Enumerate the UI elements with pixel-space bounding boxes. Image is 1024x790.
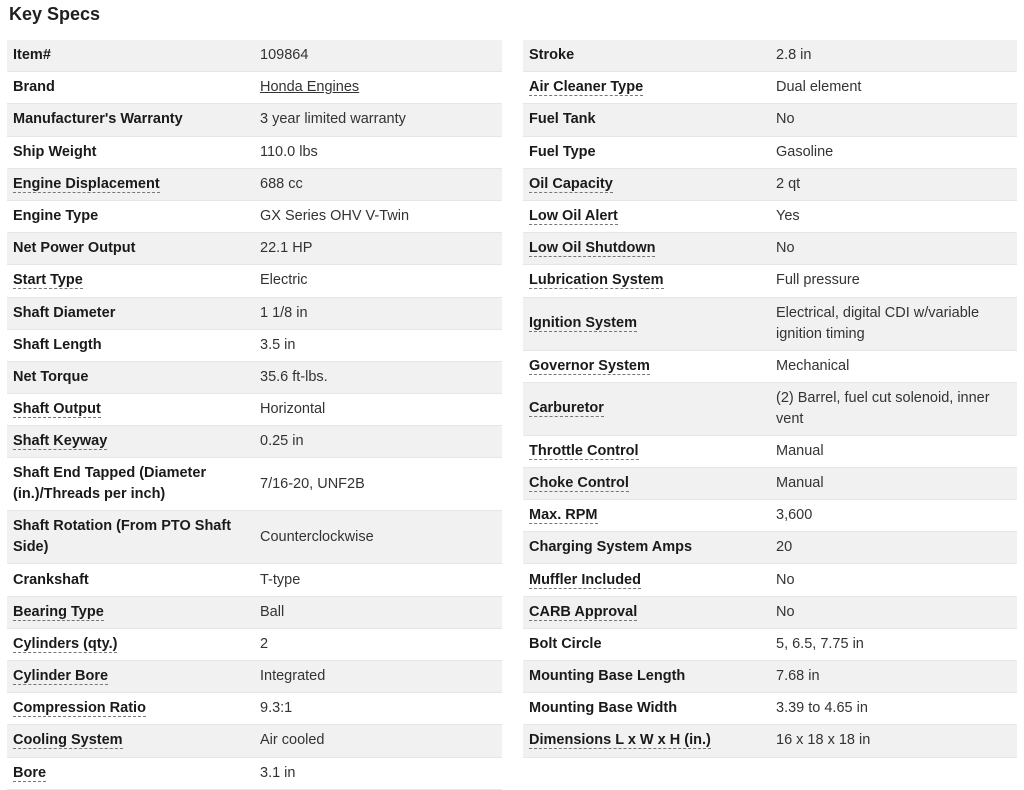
spec-label[interactable] <box>523 206 770 227</box>
spec-row-muffler-included <box>523 564 1017 596</box>
spec-row-net-power-output <box>7 233 502 265</box>
spec-value <box>770 602 1017 623</box>
spec-value-text: 22.1 HP <box>260 240 313 257</box>
spec-value <box>254 570 502 591</box>
spec-row-shaft-keyway <box>7 426 502 458</box>
spec-label-text[interactable]: Oil Capacity <box>529 175 613 192</box>
spec-value <box>770 142 1017 163</box>
spec-value <box>770 666 1017 687</box>
spec-row-low-oil-alert <box>523 201 1017 233</box>
spec-label <box>7 570 254 591</box>
spec-value-text: 5, 6.5, 7.75 in <box>776 635 864 652</box>
spec-row-brand <box>7 72 502 104</box>
spec-value <box>254 698 502 719</box>
spec-label[interactable] <box>7 730 254 751</box>
specs-table-right <box>523 40 1017 758</box>
spec-label-text[interactable]: Shaft Keyway <box>13 433 108 450</box>
spec-label-text[interactable]: Start Type <box>13 272 83 289</box>
spec-value <box>770 473 1017 494</box>
spec-row-low-oil-shutdown <box>523 233 1017 265</box>
spec-label[interactable] <box>523 356 770 377</box>
spec-label <box>523 537 770 558</box>
spec-value-text: Dual element <box>776 79 862 96</box>
spec-value-text: 3.5 in <box>260 336 296 353</box>
spec-label-text: Charging System Amps <box>529 539 693 556</box>
spec-label-text[interactable]: CARB Approval <box>529 603 638 620</box>
spec-label <box>7 45 254 66</box>
spec-value <box>770 270 1017 291</box>
spec-value <box>254 634 502 655</box>
spec-value <box>770 174 1017 195</box>
spec-label[interactable] <box>7 270 254 291</box>
spec-label-text: Manufacturer's Warranty <box>13 111 183 128</box>
spec-value-text: Gasoline <box>776 143 834 160</box>
spec-value <box>770 730 1017 751</box>
spec-value <box>770 505 1017 526</box>
spec-value <box>770 634 1017 655</box>
spec-value-text: 35.6 ft-lbs. <box>260 368 328 385</box>
spec-row-max-rpm <box>523 500 1017 532</box>
spec-value-text: Horizontal <box>260 401 326 418</box>
spec-value <box>254 77 502 98</box>
spec-row-carb-approval <box>523 597 1017 629</box>
spec-label <box>7 463 254 505</box>
spec-value <box>254 666 502 687</box>
spec-label-text[interactable]: Max. RPM <box>529 507 598 524</box>
spec-label <box>7 335 254 356</box>
spec-value <box>254 142 502 163</box>
spec-label-text[interactable]: Engine Displacement <box>13 175 160 192</box>
spec-value-text: 2 qt <box>776 175 801 192</box>
spec-label-text[interactable]: Shaft Output <box>13 401 101 418</box>
spec-label-text: Net Power Output <box>13 240 136 257</box>
spec-label-text: Shaft Rotation (From PTO Shaft Side) <box>13 518 232 556</box>
spec-value-text: 3,600 <box>776 507 813 524</box>
spec-value <box>254 238 502 259</box>
spec-row-cylinder-bore <box>7 661 502 693</box>
spec-label-text: Mounting Base Length <box>529 668 686 685</box>
spec-label <box>7 238 254 259</box>
spec-value-text: No <box>776 571 795 588</box>
spec-value <box>770 206 1017 227</box>
spec-row-engine-type <box>7 201 502 233</box>
spec-row-cooling-system <box>7 725 502 757</box>
spec-value <box>770 570 1017 591</box>
spec-value-text: 3 year limited warranty <box>260 111 406 128</box>
spec-label-text[interactable]: Muffler Included <box>529 571 641 588</box>
spec-value-text: 1 1/8 in <box>260 304 308 321</box>
spec-row-shaft-rotation-from-pto-shaft-side <box>7 511 502 564</box>
spec-value-text: Air cooled <box>260 732 325 749</box>
spec-row-throttle-control <box>523 436 1017 468</box>
spec-value-text: Manual <box>776 474 824 491</box>
spec-value-text: No <box>776 240 795 257</box>
spec-label <box>7 303 254 324</box>
brand-link[interactable]: Honda Engines <box>260 79 360 96</box>
spec-row-shaft-diameter <box>7 298 502 330</box>
spec-label[interactable] <box>7 174 254 195</box>
spec-value-text: Integrated <box>260 668 326 685</box>
spec-row-bore <box>7 758 502 790</box>
spec-row-item <box>7 40 502 72</box>
spec-label[interactable] <box>7 399 254 420</box>
spec-value <box>254 474 502 495</box>
spec-row-ship-weight <box>7 137 502 169</box>
spec-value <box>254 730 502 751</box>
spec-value <box>254 602 502 623</box>
spec-label <box>7 367 254 388</box>
spec-label-text: Stroke <box>529 47 575 64</box>
spec-row-mounting-base-length <box>523 661 1017 693</box>
spec-row-air-cleaner-type <box>523 72 1017 104</box>
spec-row-cylinders-qty <box>7 629 502 661</box>
spec-label[interactable] <box>7 666 254 687</box>
spec-label-text[interactable]: Cylinders (qty.) <box>13 635 118 652</box>
spec-value-text: 0.25 in <box>260 433 304 450</box>
spec-label-text: Shaft End Tapped (Diameter (in.)/Threads per inch) <box>13 465 207 503</box>
spec-row-oil-capacity <box>523 169 1017 201</box>
spec-label[interactable] <box>523 77 770 98</box>
spec-value-text: No <box>776 111 795 128</box>
spec-value-text: 9.3:1 <box>260 700 293 717</box>
spec-label <box>523 109 770 130</box>
page-title: Key Specs <box>9 4 101 24</box>
spec-value-text: 2 <box>260 635 269 652</box>
spec-row-crankshaft <box>7 564 502 596</box>
spec-label <box>7 77 254 98</box>
spec-value-text: 2.8 in <box>776 47 812 64</box>
spec-row-mounting-base-width <box>523 693 1017 725</box>
spec-value <box>770 45 1017 66</box>
spec-label-text[interactable]: Throttle Control <box>529 442 639 459</box>
spec-row-stroke <box>523 40 1017 72</box>
spec-label-text: Mounting Base Width <box>529 700 678 717</box>
spec-value-text: No <box>776 603 795 620</box>
spec-value-text: 110.0 lbs <box>260 143 318 160</box>
spec-value-text: Full pressure <box>776 272 860 289</box>
spec-value <box>254 174 502 195</box>
spec-value-text: Mechanical <box>776 357 850 374</box>
spec-label-text[interactable]: Bore <box>13 764 47 781</box>
spec-value <box>770 77 1017 98</box>
spec-value <box>770 441 1017 462</box>
spec-label-text[interactable]: Cylinder Bore <box>13 668 109 685</box>
spec-label[interactable] <box>523 570 770 591</box>
spec-value-text: 7/16-20, UNF2B <box>260 475 365 492</box>
spec-value <box>254 270 502 291</box>
spec-label[interactable] <box>7 698 254 719</box>
spec-label[interactable] <box>523 270 770 291</box>
spec-label-text[interactable]: Low Oil Alert <box>529 208 618 225</box>
spec-label-text: Ship Weight <box>13 143 97 160</box>
spec-label-text[interactable]: Governor System <box>529 357 650 374</box>
spec-label[interactable] <box>523 505 770 526</box>
spec-row-shaft-length <box>7 330 502 362</box>
spec-value-text: Electric <box>260 272 308 289</box>
spec-value <box>770 109 1017 130</box>
spec-label-text: Crankshaft <box>13 571 89 588</box>
spec-label <box>7 206 254 227</box>
spec-value <box>254 527 502 548</box>
spec-value <box>770 698 1017 719</box>
spec-row-ignition-system <box>523 298 1017 351</box>
spec-value-text: (2) Barrel, fuel cut solenoid, inner vent <box>776 389 990 427</box>
spec-row-governor-system <box>523 351 1017 383</box>
spec-value-text: Counterclockwise <box>260 528 374 545</box>
spec-label-text[interactable]: Compression Ratio <box>13 700 146 717</box>
spec-value <box>770 537 1017 558</box>
spec-value <box>254 763 502 784</box>
spec-label-text: Shaft Diameter <box>13 304 116 321</box>
spec-label-text[interactable]: Ignition System <box>529 315 637 331</box>
spec-label-text[interactable]: Air Cleaner Type <box>529 79 644 96</box>
spec-label[interactable] <box>523 441 770 462</box>
spec-label <box>523 666 770 687</box>
spec-value <box>254 367 502 388</box>
spec-label <box>7 516 254 558</box>
spec-label-text: Engine Type <box>13 208 99 225</box>
spec-row-net-torque <box>7 362 502 394</box>
spec-row-manufacturer-s-warranty <box>7 104 502 136</box>
spec-value-text: GX Series OHV V-Twin <box>260 208 410 225</box>
spec-label[interactable] <box>523 174 770 195</box>
spec-value <box>254 109 502 130</box>
spec-row-engine-displacement <box>7 169 502 201</box>
spec-label[interactable] <box>7 431 254 452</box>
spec-label-text: Bolt Circle <box>529 635 602 652</box>
spec-label-text[interactable]: Cooling System <box>13 732 123 749</box>
spec-value-text: 20 <box>776 539 793 556</box>
spec-label[interactable] <box>523 730 770 751</box>
spec-label[interactable] <box>7 763 254 784</box>
spec-value <box>254 303 502 324</box>
spec-value <box>254 335 502 356</box>
spec-row-carburetor <box>523 383 1017 436</box>
spec-row-shaft-end-tapped-diameter-in-threads-per-inch <box>7 458 502 511</box>
spec-value-text: 3.1 in <box>260 764 296 781</box>
spec-label[interactable] <box>523 313 770 334</box>
spec-value-text: 688 cc <box>260 175 303 192</box>
spec-label-text[interactable]: Choke Control <box>529 474 629 491</box>
spec-label <box>523 634 770 655</box>
spec-value-text: T-type <box>260 571 301 588</box>
spec-label-text[interactable]: Lubrication System <box>529 272 664 289</box>
spec-label-text: Net Torque <box>13 368 89 385</box>
spec-label <box>523 45 770 66</box>
spec-row-lubrication-system <box>523 265 1017 297</box>
spec-value <box>254 206 502 227</box>
spec-value-text: 3.39 to 4.65 in <box>776 700 868 717</box>
spec-value <box>770 356 1017 377</box>
spec-label-text: Brand <box>13 79 55 96</box>
spec-label <box>7 109 254 130</box>
spec-row-fuel-tank <box>523 104 1017 136</box>
spec-label <box>523 698 770 719</box>
spec-label[interactable] <box>523 602 770 623</box>
spec-row-charging-system-amps <box>523 532 1017 564</box>
spec-row-compression-ratio <box>7 693 502 725</box>
spec-label[interactable] <box>523 473 770 494</box>
spec-label-text: Fuel Type <box>529 143 596 160</box>
spec-label <box>7 142 254 163</box>
spec-value-text: Electrical, digital CDI w/variable ignition timing <box>776 304 980 342</box>
spec-label-text: Shaft Length <box>13 336 102 353</box>
spec-value <box>770 303 1017 345</box>
spec-label-text[interactable]: Low Oil Shutdown <box>529 240 656 257</box>
spec-row-shaft-output <box>7 394 502 426</box>
spec-row-bearing-type <box>7 597 502 629</box>
spec-label[interactable] <box>7 602 254 623</box>
spec-value <box>770 388 1017 430</box>
spec-label-text[interactable]: Bearing Type <box>13 603 104 620</box>
spec-value-text: 16 x 18 x 18 in <box>776 732 871 749</box>
spec-value <box>254 45 502 66</box>
spec-value-text: Ball <box>260 603 285 620</box>
spec-value <box>254 431 502 452</box>
spec-label-text[interactable]: Dimensions L x W x H (in.) <box>529 732 711 749</box>
spec-value-text: 109864 <box>260 47 309 64</box>
spec-label[interactable] <box>7 634 254 655</box>
specs-table-left <box>7 40 502 790</box>
spec-value <box>254 399 502 420</box>
spec-value-text: Yes <box>776 208 800 225</box>
spec-row-choke-control <box>523 468 1017 500</box>
spec-label-text: Item# <box>13 47 51 64</box>
spec-row-start-type <box>7 265 502 297</box>
spec-row-fuel-type <box>523 137 1017 169</box>
spec-label[interactable] <box>523 238 770 259</box>
spec-label-text: Fuel Tank <box>529 111 596 128</box>
spec-label[interactable] <box>523 398 770 419</box>
spec-label-text[interactable]: Carburetor <box>529 400 604 417</box>
spec-row-dimensions-l-x-w-x-h-in <box>523 725 1017 757</box>
spec-row-bolt-circle <box>523 629 1017 661</box>
spec-value <box>770 238 1017 259</box>
spec-value-text: 7.68 in <box>776 668 820 685</box>
spec-value-text: Manual <box>776 442 824 459</box>
spec-label <box>523 142 770 163</box>
